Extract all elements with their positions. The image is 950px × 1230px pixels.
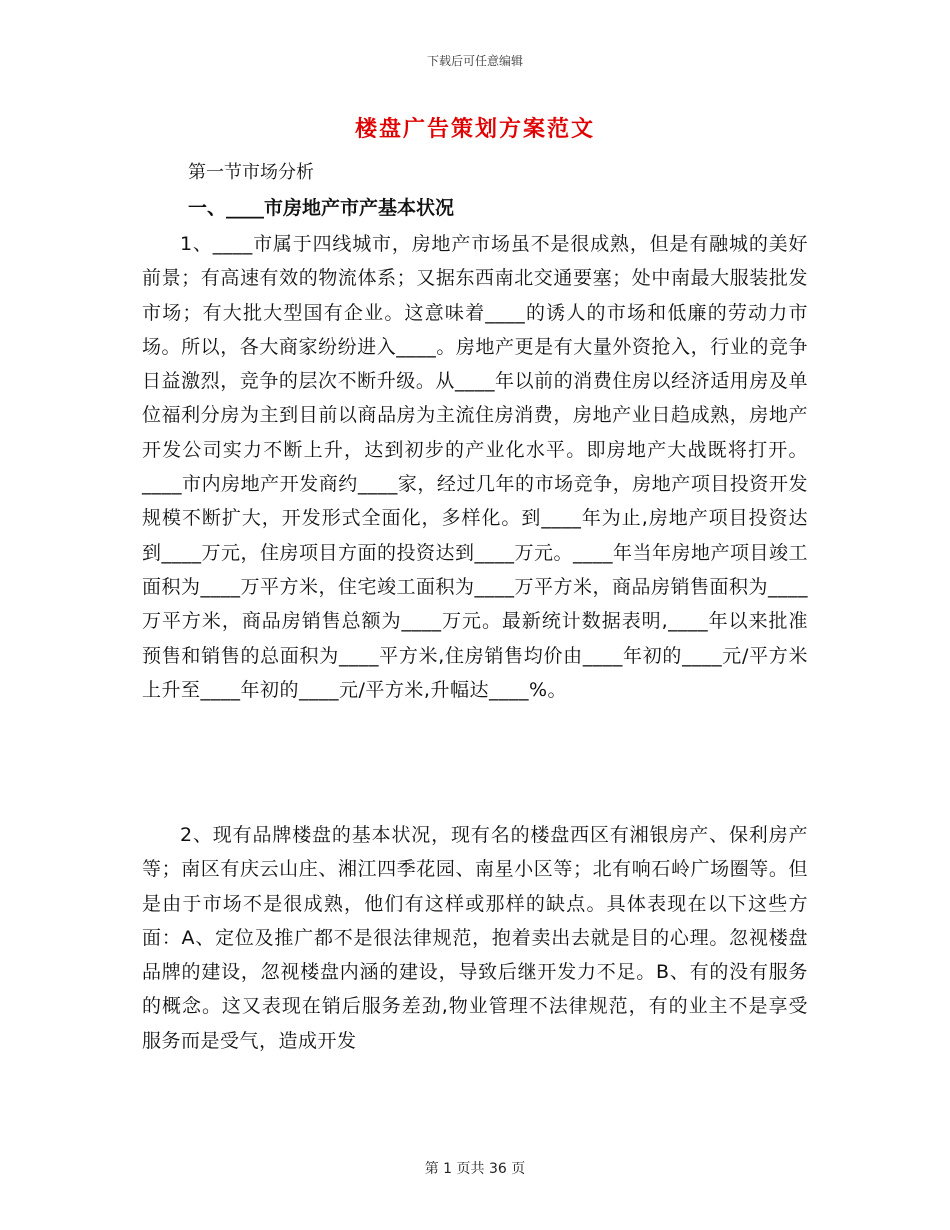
page-footer: 第 1 页共 36 页 (424, 1161, 526, 1177)
section-heading: 第一节市场分析 (188, 162, 314, 183)
document-title: 楼盘广告策划方案范文 (354, 117, 595, 142)
paragraph-2: 2、现有品牌楼盘的基本状况，现有名的楼盘西区有湘银房产、保利房产等；南区有庆云山庄、湘江四季花园、南星小区等；北有响石岭广场圈等。但是由于市场不是很成熟，他们有这样或那样的缺点。具体表现在以下这些方面：A、定位及推广都不是很法律规范，抱着卖出去就是目的心理。忽视楼盘品牌的建设，忽视楼盘内涵的建设，导致后继开发力不足。B、有的没有服务的概念。这又表现在销后服务差劲,物业管理不法律规范，有的业主不是享受服务而是受气，造成开发 (142, 824, 808, 1052)
page-header-note: 下载后可任意编辑 (426, 54, 523, 68)
paragraph-1: 1、____市属于四线城市，房地产市场虽不是很成熟，但是有融城的美好前景；有高速有效的物流体系；又据东西南北交通要塞；处中南最大服装批发市场；有大批大型国有企业。这意味着____的诱人的市场和低廉的劳动力市场。所以，各大商家纷纷进入____。房地产更是有大量外资抢入，行业的竞争日益激烈，竞争的层次不断升级。从____年以前的消费住房以经济适用房及单位福利分房为主到目前以商品房为主流住房消费，房地产业日趋成熟，房地产开发公司实力不断上升，达到初步的产业化水平。即房地产大战既将打开。____市内房地产开发商约____家，经过几年的市场竞争，房地产项目投资开发规模不断扩大，开发形式全面化，多样化。到____年为止,房地产项目投资达到____万元，住房项目方面的投资达到____万元。____年当年房地产项目竣工面积为____万平方米，住宅竣工面积为____万平方米，商品房销售面积为____万平方米，商品房销售总额为____万元。最新统计数据表明,____年以来批准预售和销售的总面积为____平方米,住房销售均价由____年初的____元/平方米上升至____年初的____元/平方米,升幅达____%。 (142, 233, 809, 701)
subheading: 一、____市房地产市产基本状况 (188, 197, 455, 219)
